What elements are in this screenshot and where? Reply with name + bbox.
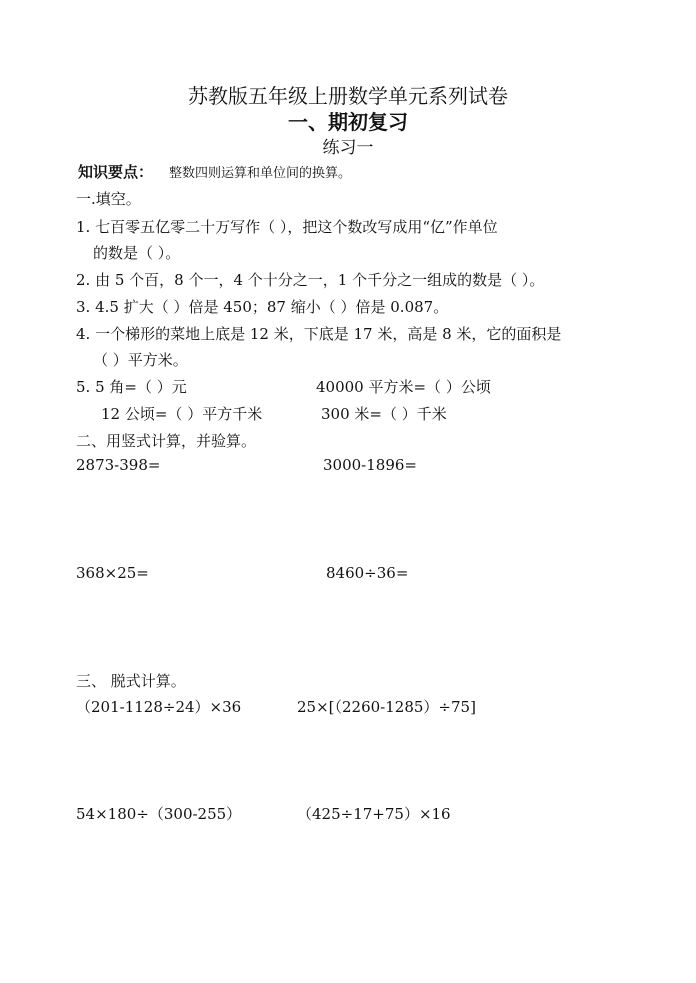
question-1-line-1: 1. 七百零五亿零二十万写作（ ），把这个数改写成用“亿”作单位: [76, 218, 498, 236]
step-problem-3: 54×180÷（300-255）: [76, 805, 242, 823]
question-5-item-b: 40000 平方米=（ ）公顷: [316, 378, 491, 396]
question-4-line-1: 4. 一个梯形的菜地上底是 12 米，下底是 17 米，高是 8 米，它的面积是: [76, 325, 562, 343]
vertical-problem-1: 2873-398=: [76, 456, 161, 474]
knowledge-points-text: 整数四则运算和单位间的换算。: [169, 166, 352, 181]
vertical-problem-4: 8460÷36=: [326, 564, 409, 582]
question-3: 3. 4.5 扩大（ ）倍是 450；87 缩小（ ）倍是 0.087。: [76, 298, 449, 316]
question-5-item-d: 300 米=（ ）千米: [321, 405, 447, 423]
vertical-problem-3: 368×25=: [76, 564, 149, 582]
question-5-item-a: 5. 5 角=（ ）元: [76, 378, 187, 396]
step-problem-1: （201-1128÷24）×36: [76, 698, 242, 716]
question-2: 2. 由 5 个百，8 个一，4 个十分之一，1 个千分之一组成的数是（ ）。: [76, 271, 545, 289]
section-step-calc-heading: 三、 脱式计算。: [76, 672, 186, 690]
step-problem-4: （425÷17+75）×16: [297, 805, 451, 823]
question-5-item-c: 12 公顷=（ ）平方千米: [101, 405, 263, 423]
unit-title: 一、期初复习: [288, 110, 408, 134]
step-problem-2: 25×[（2260-1285）÷75]: [297, 698, 476, 716]
section-vertical-calc-heading: 二、用竖式计算，并验算。: [76, 432, 257, 450]
question-1-line-2: 的数是（ ）。: [93, 244, 181, 262]
section-fill-blank-heading: 一.填空。: [76, 190, 141, 208]
knowledge-points-label: 知识要点：: [78, 163, 154, 181]
exercise-title: 练习一: [322, 138, 374, 158]
worksheet-title: 苏教版五年级上册数学单元系列试卷: [188, 84, 508, 108]
vertical-problem-2: 3000-1896=: [323, 456, 417, 474]
question-4-line-2: （ ）平方米。: [93, 351, 188, 369]
